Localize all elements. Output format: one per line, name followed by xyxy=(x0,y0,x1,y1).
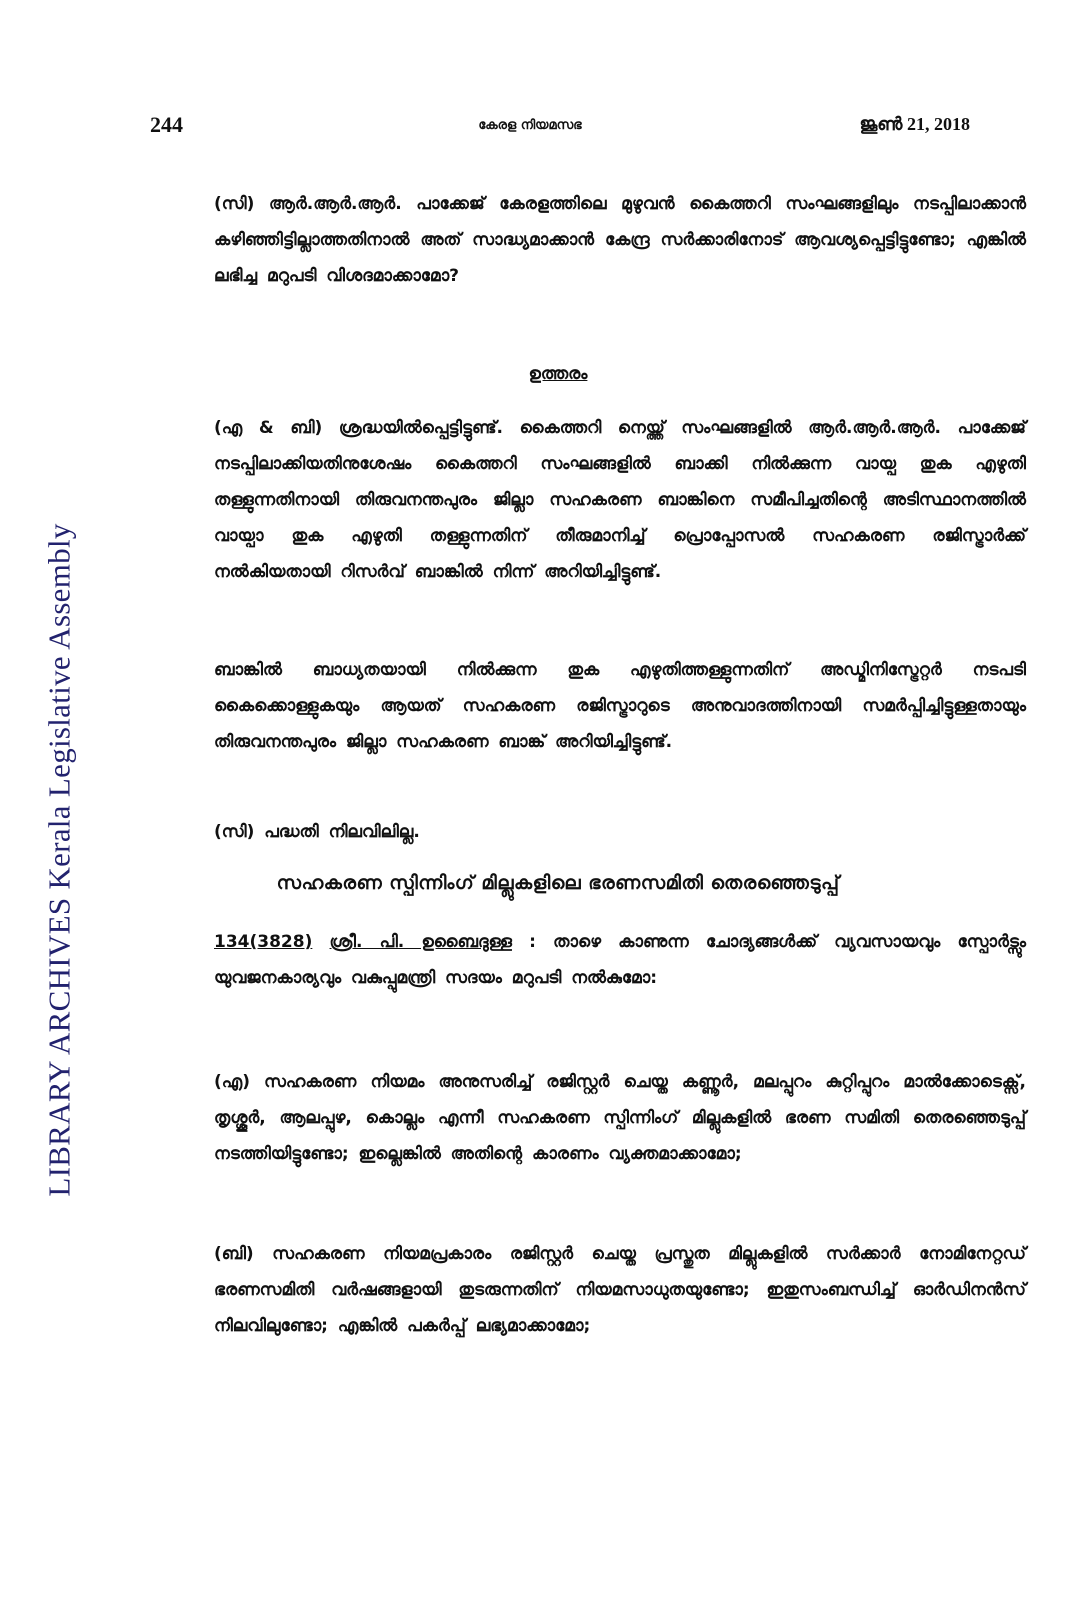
section-title: സഹകരണ സ്പിന്നിംഗ് മില്ലുകളിലെ ഭരണസമിതി തെരഞ്ഞെടുപ്പ് xyxy=(276,872,840,894)
question-intro: : താഴെ കാണുന്ന ചോദ്യങ്ങൾക്ക് വ്യവസായവും സ്പോർട്സും യുവജനകാര്യവും വകുപ്പുമന്ത്രി സദയം മറുപടി നൽകുമോ: xyxy=(214,932,1027,988)
running-head: കേരള നിയമസഭ xyxy=(478,118,582,133)
question-134 xyxy=(152,924,1026,996)
answer-c: (സി) പദ്ധതി നിലവിലില്ല. xyxy=(214,822,420,842)
page-date: ജൂൺ 21, 2018 xyxy=(859,114,970,134)
watermark-text: LIBRARY ARCHIVES Kerala Legislative Assembly xyxy=(42,523,78,1197)
question-number: 134(3828) xyxy=(214,932,313,952)
page-number: 244 xyxy=(150,112,183,137)
answer-heading: ഉത്തരം xyxy=(528,364,588,384)
answer-ab-para2: ബാങ്കിൽ ബാധ്യതയായി നിൽക്കുന്ന തുക എഴുതിത്തള്ളുന്നതിന് അഡ്മിനിസ്ട്രേറ്റർ നടപടി കൈക്കൊള്ളുകയും ആയത് സഹകരണ രജിസ്ട്രാറുടെ അനുവാദത്തിനായി സമർപ്പിച്ചിട്ടുള്ളതായും തിരുവനന്തപുരം ജില്ലാ സഹകരണ ബാങ്ക് അറിയിച്ചിട്ടുണ്ട്. xyxy=(214,660,1026,752)
member-name: ശ്രീ. പി. ഉബൈദുള്ള xyxy=(329,932,512,952)
question-c: (സി) ആർ.ആർ.ആർ. പാക്കേജ് കേരളത്തിലെ മുഴുവൻ കൈത്തറി സംഘങ്ങളിലും നടപ്പിലാക്കാൻ കഴിഞ്ഞിട്ടില്ലാത്തതിനാൽ അത് സാദ്ധ്യമാക്കാൻ കേന്ദ്ര സർക്കാരിനോട് ആവശ്യപ്പെട്ടിട്ടുണ്ടോ; എങ്കിൽ ലഭിച്ച മറുപടി വിശദമാക്കാമോ? xyxy=(214,194,1026,286)
answer-ab-para1: (എ & ബി) ശ്രദ്ധയിൽപ്പെട്ടിട്ടുണ്ട്. കൈത്തറി നെയ്ത്ത് സംഘങ്ങളിൽ ആർ.ആർ.ആർ. പാക്കേജ് നടപ്പിലാക്കിയതിനുശേഷം കൈത്തറി സംഘങ്ങളിൽ ബാക്കി നിൽക്കുന്ന വായ്പ തുക എഴുതി തള്ളുന്നതിനായി തിരുവനന്തപുരം ജില്ലാ സഹകരണ ബാങ്കിനെ സമീപിച്ചതിന്റെ അടിസ്ഥാനത്തിൽ വായ്പാ തുക എഴുതി തള്ളുന്നതിന് തീരുമാനിച്ച് പ്രൊപ്പോസൽ സഹകരണ രജിസ്ട്രാർക്ക് നൽകിയതായി റിസർവ് ബാങ്കിൽ നിന്ന് അറിയിച്ചിട്ടുണ്ട്. xyxy=(214,418,1026,582)
page-header xyxy=(150,112,970,142)
archive-watermark xyxy=(30,440,90,1280)
question-134-a: (എ) സഹകരണ നിയമം അനുസരിച്ച് രജിസ്റ്റർ ചെയ്ത കണ്ണൂർ, മലപ്പുറം കുറ്റിപ്പുറം മാൽക്കോടെക്സ്, തൃശ്ശൂർ, ആലപ്പുഴ, കൊല്ലം എന്നീ സഹകരണ സ്പിന്നിംഗ് മില്ലുകളിൽ ഭരണ സമിതി തെരഞ്ഞെടുപ്പ് നടത്തിയിട്ടുണ്ടോ; ഇല്ലെങ്കിൽ അതിന്റെ കാരണം വ്യക്തമാക്കാമോ; xyxy=(214,1072,1026,1164)
question-134-b: (ബി) സഹകരണ നിയമപ്രകാരം രജിസ്റ്റർ ചെയ്ത പ്രസ്തുത മില്ലുകളിൽ സർക്കാർ നോമിനേറ്റഡ് ഭരണസമിതി വർഷങ്ങളായി തുടരുന്നതിന് നിയമസാധുതയുണ്ടോ; ഇതുസംബന്ധിച്ച് ഓർഡിനൻസ് നിലവിലുണ്ടോ; എങ്കിൽ പകർപ്പ് ലഭ്യമാക്കാമോ; xyxy=(214,1244,1026,1336)
